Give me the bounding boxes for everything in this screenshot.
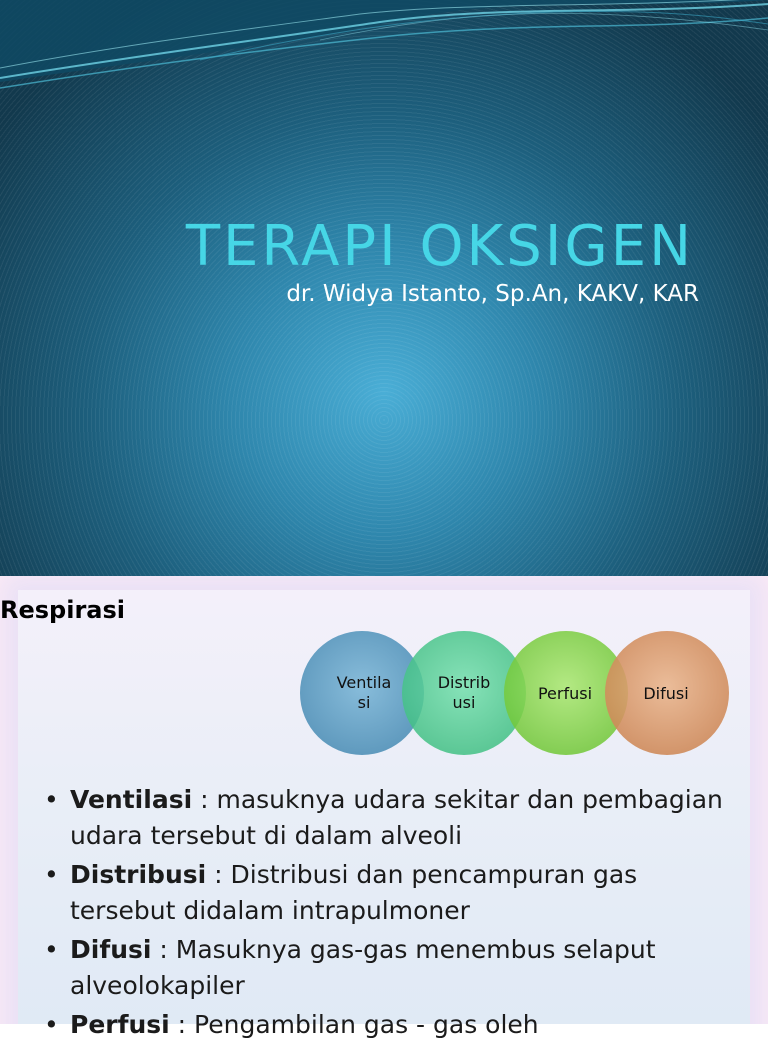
list-item (44, 782, 744, 854)
term-definition: : Distribusi dan pencampuran gas tersebut didalam intrapulmoner (70, 860, 638, 925)
slide-subtitle: dr. Widya Istanto, Sp.An, KAKV, KAR (286, 281, 699, 307)
venn-label-distribusi-1: Distrib (437, 673, 491, 692)
venn-label-ventilasi-1: Ventila (336, 673, 392, 692)
definition-list (44, 782, 744, 1046)
bullet-marker: • (44, 860, 59, 889)
term-label: Distribusi (70, 860, 207, 889)
term-label: Ventilasi (70, 785, 193, 814)
venn-label-distribusi-2: usi (452, 693, 476, 712)
list-item (44, 1007, 744, 1043)
slide-title: TERAPI OKSIGEN (185, 214, 694, 279)
list-item (44, 857, 744, 929)
bullet-marker: • (44, 785, 59, 814)
venn-label-perfusi: Perfusi (537, 684, 593, 703)
list-item (44, 932, 744, 1004)
bullet-marker: • (44, 1010, 59, 1039)
term-definition: : Masuknya gas-gas menembus selaput alveolokapiler (70, 935, 656, 1000)
term-label: Perfusi (70, 1010, 170, 1039)
wave-decoration (0, 0, 768, 110)
respiration-venn-diagram (298, 626, 734, 762)
venn-label-difusi: Difusi (643, 684, 689, 703)
term-label: Difusi (70, 935, 152, 964)
slide-heading: Respirasi (0, 595, 125, 624)
bullet-marker: • (44, 935, 59, 964)
venn-label-ventilasi-2: si (357, 693, 371, 712)
term-definition: : Pengambilan gas - gas oleh (169, 1010, 539, 1039)
term-definition: : masuknya udara sekitar dan pembagian udara tersebut di dalam alveoli (70, 785, 723, 850)
